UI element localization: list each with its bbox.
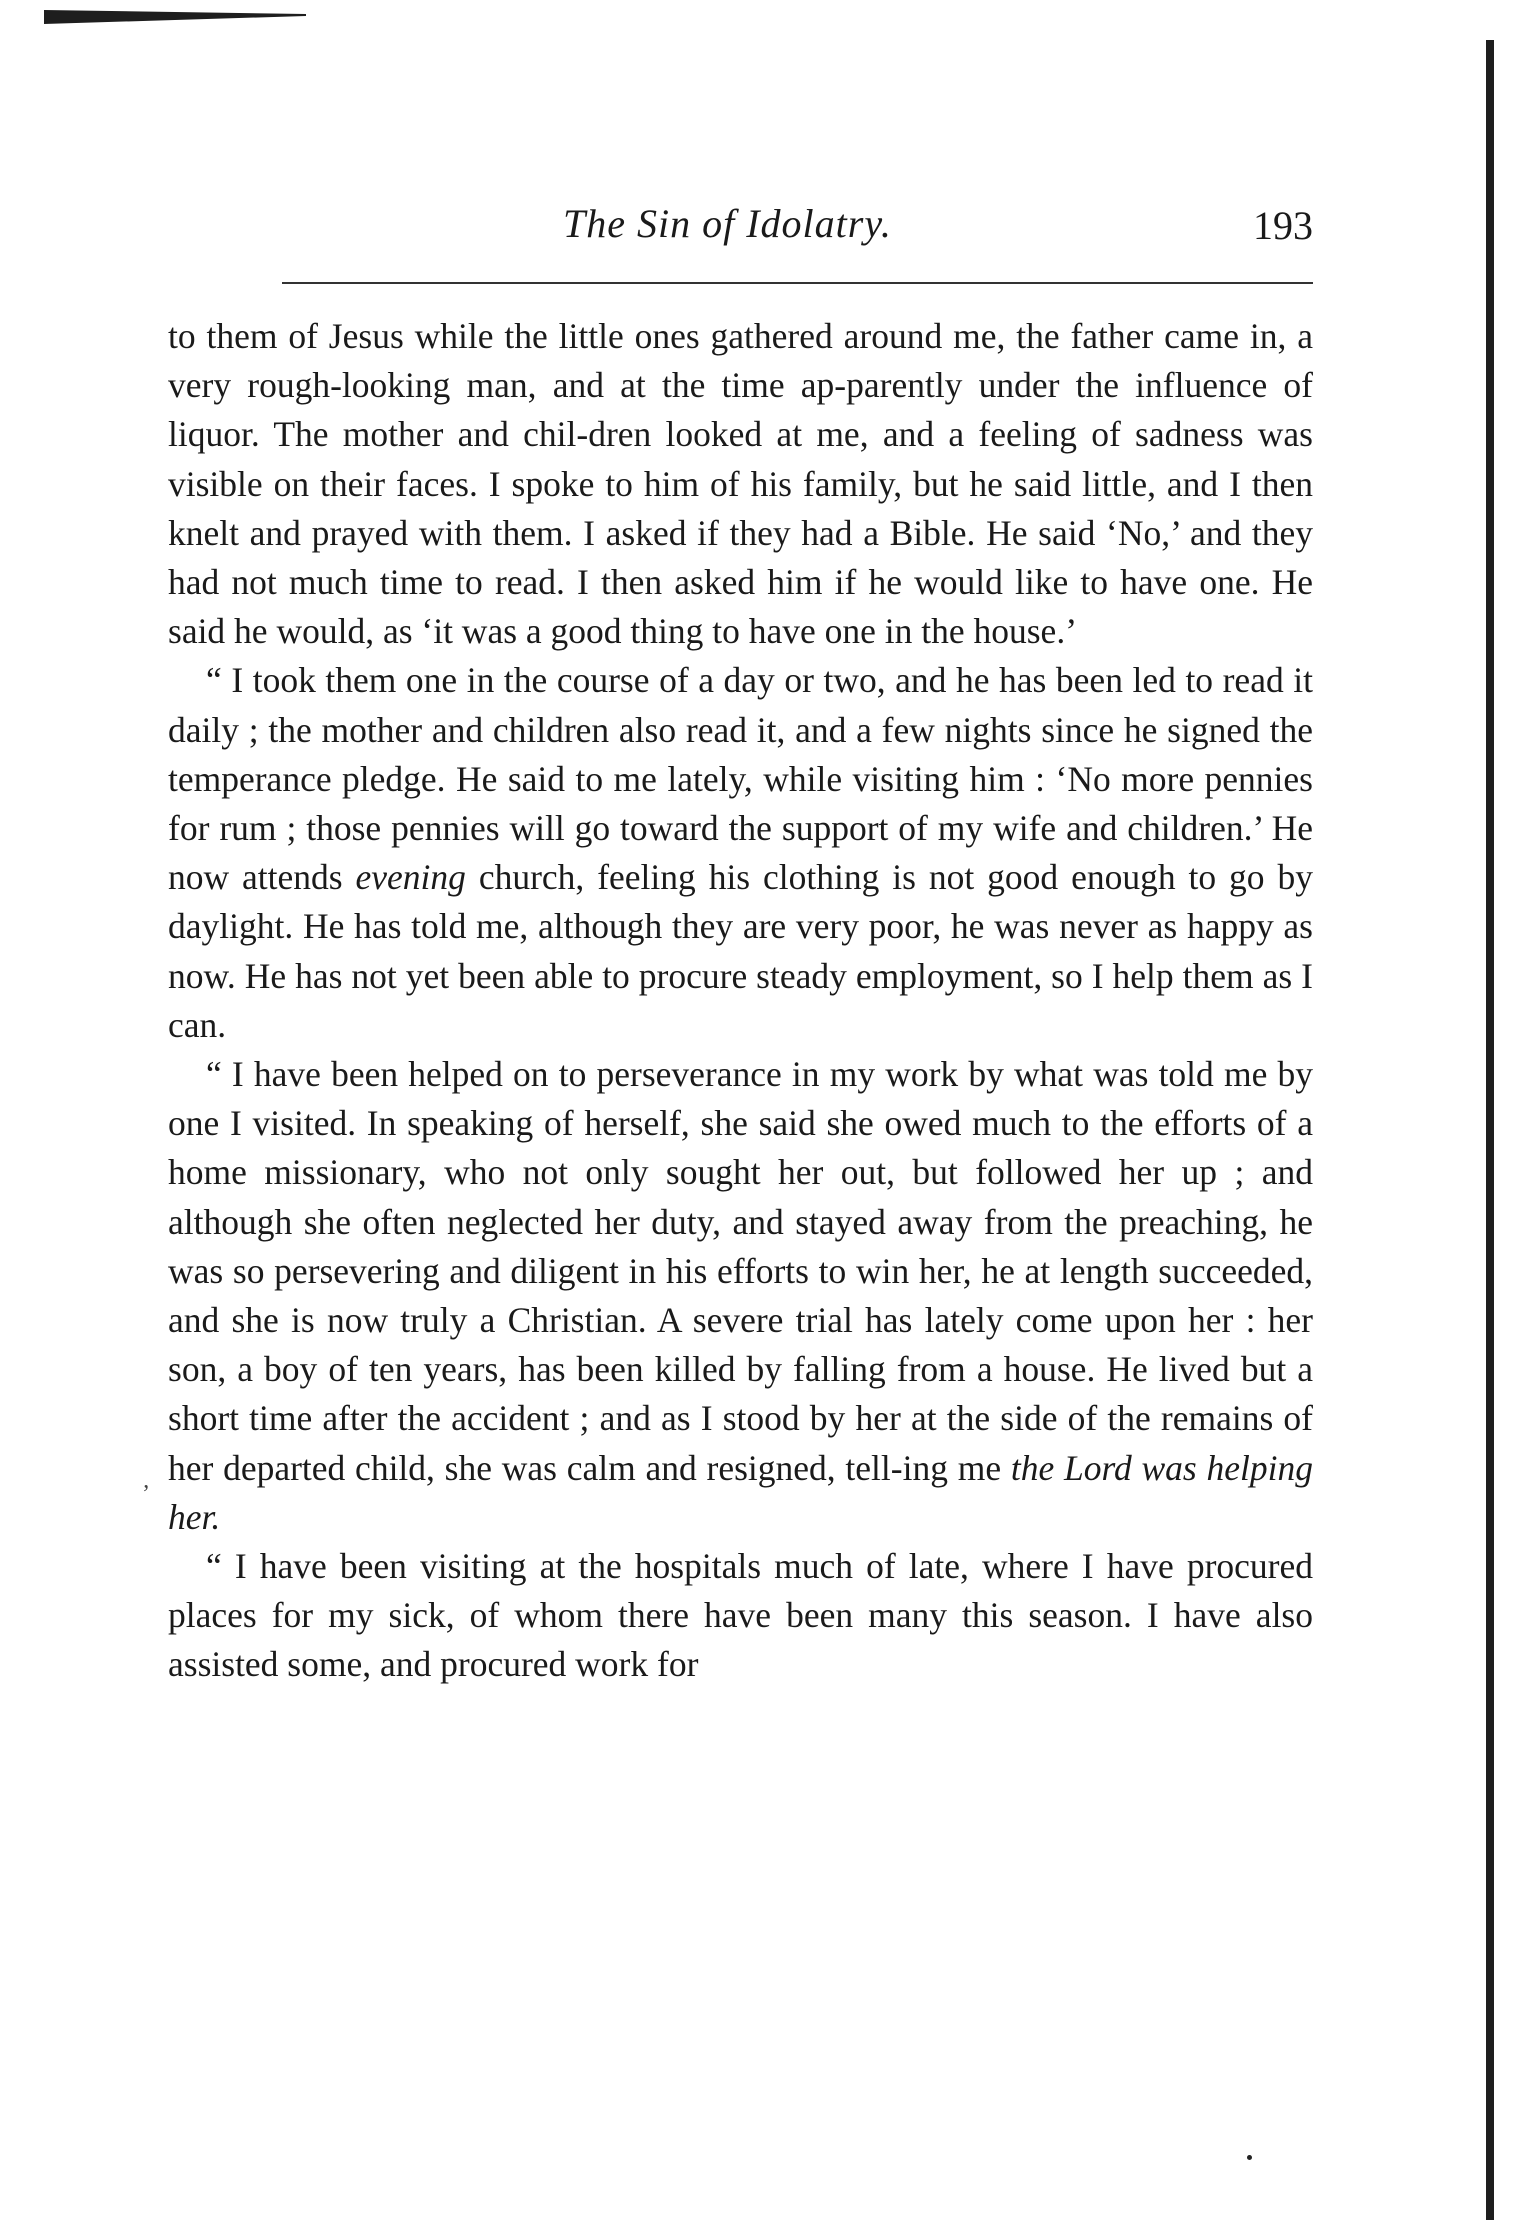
page-edge-border xyxy=(1486,40,1494,2220)
paragraph-3-text: “ I have been helped on to perseverance in my work by what was told me by one I visited. In speaking of herself, she said she owed much to the efforts of a home missionary, who not only sought her out, but followed her up ; and although she often neglected her duty, and stayed away from the preaching, he was so persevering and diligent in his efforts to win her, he at length succeeded, and she is now truly a Christian. A severe trial has lately come upon her : her son, a boy of ten years, has been killed by falling from a house. He lived but a short time after the accident ; and as I stood by her at the side of the remains of her departed child, she was calm and resigned, tell-ing me xyxy=(168,1054,1313,1488)
page-number: 193 xyxy=(1253,203,1313,248)
running-title: The Sin of Idolatry. xyxy=(563,201,892,246)
paragraph-2-text-a: “ I took them one in the course of a day or two, and he has been led to read it daily ; the mother and children also read it, and a few nights since he signed the temperance pledge. He said to me lately, while visiting him : ‘No more pennies for rum ; those pennies will go toward the support of my wife and children.’ He now attends xyxy=(168,660,1313,898)
paragraph-1-text: to them of Jesus while the little ones gathered around me, the father came in, a very rough-looking man, and at the time ap-parently under the influence of liquor. The mother and chil-dren looked at me, and a feeling of sadness was visible on their faces. I spoke to him of his family, but he said little, and I then knelt and prayed with them. I asked if they had a Bible. He said ‘No,’ and they had not much time to read. I then asked him if he would like to have one. He said he would, as ‘it was a good thing to have one in the house.’ xyxy=(168,316,1313,652)
paragraph-3-italic: the Lord was helping her. xyxy=(168,1447,1313,1537)
body-text xyxy=(168,312,1313,1690)
ink-speck xyxy=(1247,2155,1252,2160)
paragraph-4 xyxy=(168,1542,1313,1690)
top-printers-rule xyxy=(44,10,306,24)
paragraph-2-italic: evening xyxy=(355,857,466,898)
paragraph-2 xyxy=(168,656,1313,1050)
book-page xyxy=(168,200,1313,1685)
margin-mark: ’ xyxy=(142,1481,150,1507)
running-head xyxy=(168,200,1313,276)
paragraph-1 xyxy=(168,312,1313,656)
paragraph-4-text: “ I have been visiting at the hospitals much of late, where I have procured places for my sick, of whom there have been many this season. I have also assisted some, and procured work for xyxy=(168,1546,1313,1685)
paragraph-3 xyxy=(168,1050,1313,1542)
paragraph-2-text-b: church, feeling his clothing is not good enough to go by daylight. He has told me, although they are very poor, he was never as happy as now. He has not yet been able to procure steady employment, so I help them as I can. xyxy=(168,857,1313,1045)
header-rule xyxy=(282,282,1313,284)
